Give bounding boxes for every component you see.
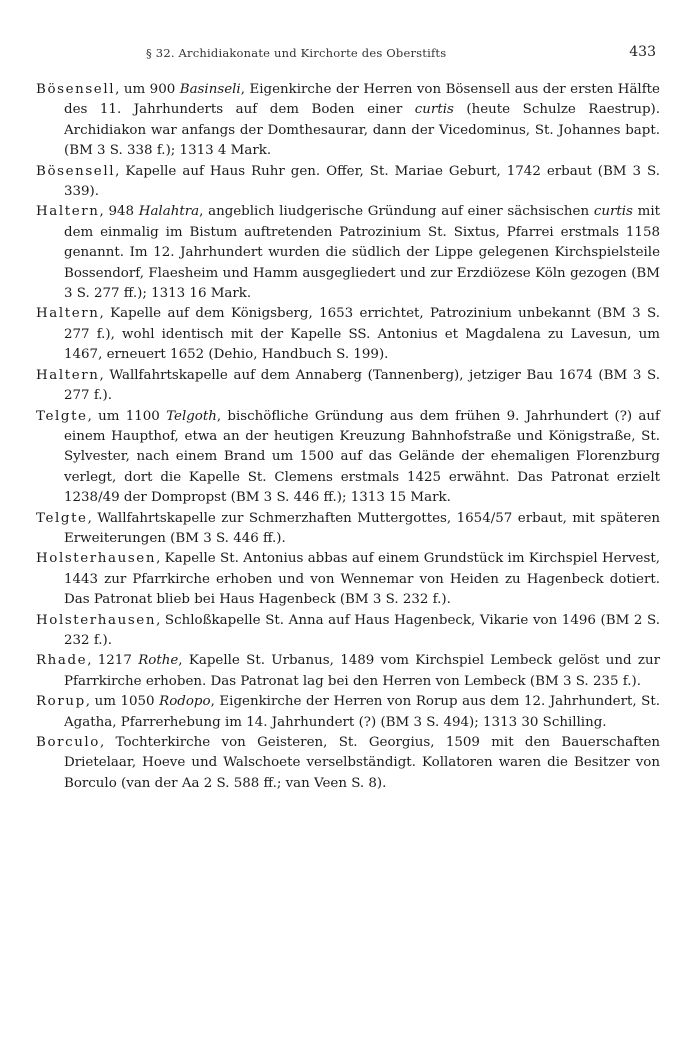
- entry-text: , Tochterkirche von Geisteren, St. Georgius, 1509 mit den Bauerschaften Drietelaar, Hoeve und Walschoete verselbständigt. Kollatoren waren die Besitzer von Borculo (van der Aa 2 S. 588 ff.; van Veen S. 8).: [64, 735, 660, 791]
- entry-place-name: Rhade: [36, 653, 88, 669]
- entry: [36, 80, 660, 162]
- entry: [36, 549, 660, 610]
- entry-text: , bischöfliche Gründung aus dem frühen 9. Jahrhundert (?) auf einem Haupthof, etwa an der heutigen Kreuzung Bahnhofstraße und Königstraße, St. Sylvester, nach einem Brand um 1500 auf das Gelände der ehemaligen Florenzburg verlegt, dort die Kapelle St. Clemens erstmals 1425 erwähnt. Das Patronat erzielt 1238/49 der Dompropst (BM 3 S. 446 ff.); 1313 15 Mark.: [64, 408, 660, 506]
- entry-text: , Eigenkirche der Herren von Rorup aus dem 12. Jahrhundert, St. Agatha, Pfarrerhebung im 14. Jahrhundert (?) (BM 3 S. 494); 1313 30 Schilling.: [64, 694, 660, 730]
- entry-italic-text: Telgoth: [166, 408, 217, 424]
- entry-text: , Kapelle auf Haus Ruhr gen. Offer, St. Mariae Geburt, 1742 erbaut (BM 3 S. 339).: [64, 163, 660, 200]
- entry-place-name: Haltern: [36, 367, 100, 383]
- entry-text: , 948: [99, 204, 139, 220]
- entry: [36, 304, 660, 365]
- entry-place-name: Haltern: [36, 306, 100, 322]
- entry-text: , Kapelle auf dem Königsberg, 1653 errichtet, Patrozinium unbekannt (BM 3 S. 277 f.), wohl identisch mit der Kapelle SS. Antonius et Magdalena zu Lavesun, um 1467, erneuert 1652 (Dehio, Handbuch S. 199).: [64, 306, 660, 363]
- entry-text: , Eigenkirche der Herren von Bösensell aus der ersten Hälfte des 11. Jahrhunderts auf dem Boden einer: [64, 82, 660, 118]
- entry-place-name: Rorup: [36, 694, 86, 710]
- entry-text: , Kapelle St. Antonius abbas auf einem Grundstück im Kirchspiel Hervest, 1443 zur Pfarrkirche erhoben und von Wennemar von Heiden zu Hagenbeck dotiert. Das Patronat blieb bei Haus Hagenbeck (BM 3 S. 232 f.).: [64, 551, 660, 608]
- entry-place-name: Bösensell: [36, 163, 116, 179]
- entry-text: , angeblich liudgerische Gründung auf einer sächsischen: [199, 204, 594, 220]
- entry: [36, 162, 660, 203]
- entry-place-name: Telgte: [36, 408, 88, 424]
- entry-italic-text: Rothe: [138, 653, 179, 669]
- entry-italic-text: curtis: [593, 204, 633, 220]
- entry-text: , 1217: [87, 653, 139, 669]
- entry-place-name: Holsterhausen: [36, 612, 157, 628]
- entry-text: , um 900: [115, 82, 180, 97]
- entry-place-name: Holsterhausen: [36, 551, 157, 567]
- page-number: 433: [629, 44, 656, 60]
- entry-text: , Wallfahrtskapelle auf dem Annaberg (Tannenberg), jetziger Bau 1674 (BM 3 S. 277 f.).: [64, 367, 660, 404]
- entry: [36, 509, 660, 550]
- entry-place-name: Telgte: [36, 510, 88, 526]
- entry-place-name: Borculo: [36, 735, 100, 750]
- page-header: [36, 44, 656, 64]
- entry: [36, 651, 660, 692]
- entry: [36, 733, 660, 794]
- entry: [36, 611, 660, 652]
- entry: [36, 366, 660, 407]
- entry-italic-text: curtis: [414, 102, 454, 118]
- running-head: § 32. Archidiakonate und Kirchorte des Oberstifts: [146, 46, 447, 60]
- entry-place-name: Bösensell: [36, 82, 116, 97]
- entry-italic-text: Rodopo: [159, 694, 211, 710]
- entry-list: [36, 80, 660, 794]
- entry-text: , um 1100: [87, 408, 167, 424]
- entry-text: mit dem einmalig im Bistum auftretenden Patrozinium St. Sixtus, Pfarrei erstmals 1158 genannt. Im 12. Jahrhundert wurden die südlich der Lippe gelegenen Kirchspielsteile Bossendorf, Flaesheim und Hamm ausgegliedert und zur Erzdiözese Köln gezogen (BM 3 S. 277 ff.); 1313 16 Mark.: [64, 204, 660, 302]
- entry: [36, 202, 660, 304]
- entry-italic-text: Basinseli: [179, 82, 241, 97]
- entry-text: , Kapelle St. Urbanus, 1489 vom Kirchspiel Lembeck gelöst und zur Pfarrkirche erhoben. Das Patronat lag bei den Herren von Lembeck (BM 3 S. 235 f.).: [64, 653, 660, 689]
- entry-place-name: Haltern: [36, 204, 100, 220]
- entry-text: (heute Schulze Raestrup). Archidiakon war anfangs der Domthesaurar, dann der Vicedominus, St. Johannes bapt. (BM 3 S. 338 f.); 1313 4 Mark.: [64, 102, 660, 159]
- entry-text: , um 1050: [85, 694, 160, 710]
- entry-italic-text: Halahtra: [138, 204, 200, 220]
- entry: [36, 407, 660, 509]
- entry-text: , Schloßkapelle St. Anna auf Haus Hagenbeck, Vikarie von 1496 (BM 2 S. 232 f.).: [64, 612, 660, 648]
- entry: [36, 692, 660, 733]
- entry-text: , Wallfahrtskapelle zur Schmerzhaften Muttergottes, 1654/57 erbaut, mit späteren Erweiterungen (BM 3 S. 446 ff.).: [64, 510, 660, 546]
